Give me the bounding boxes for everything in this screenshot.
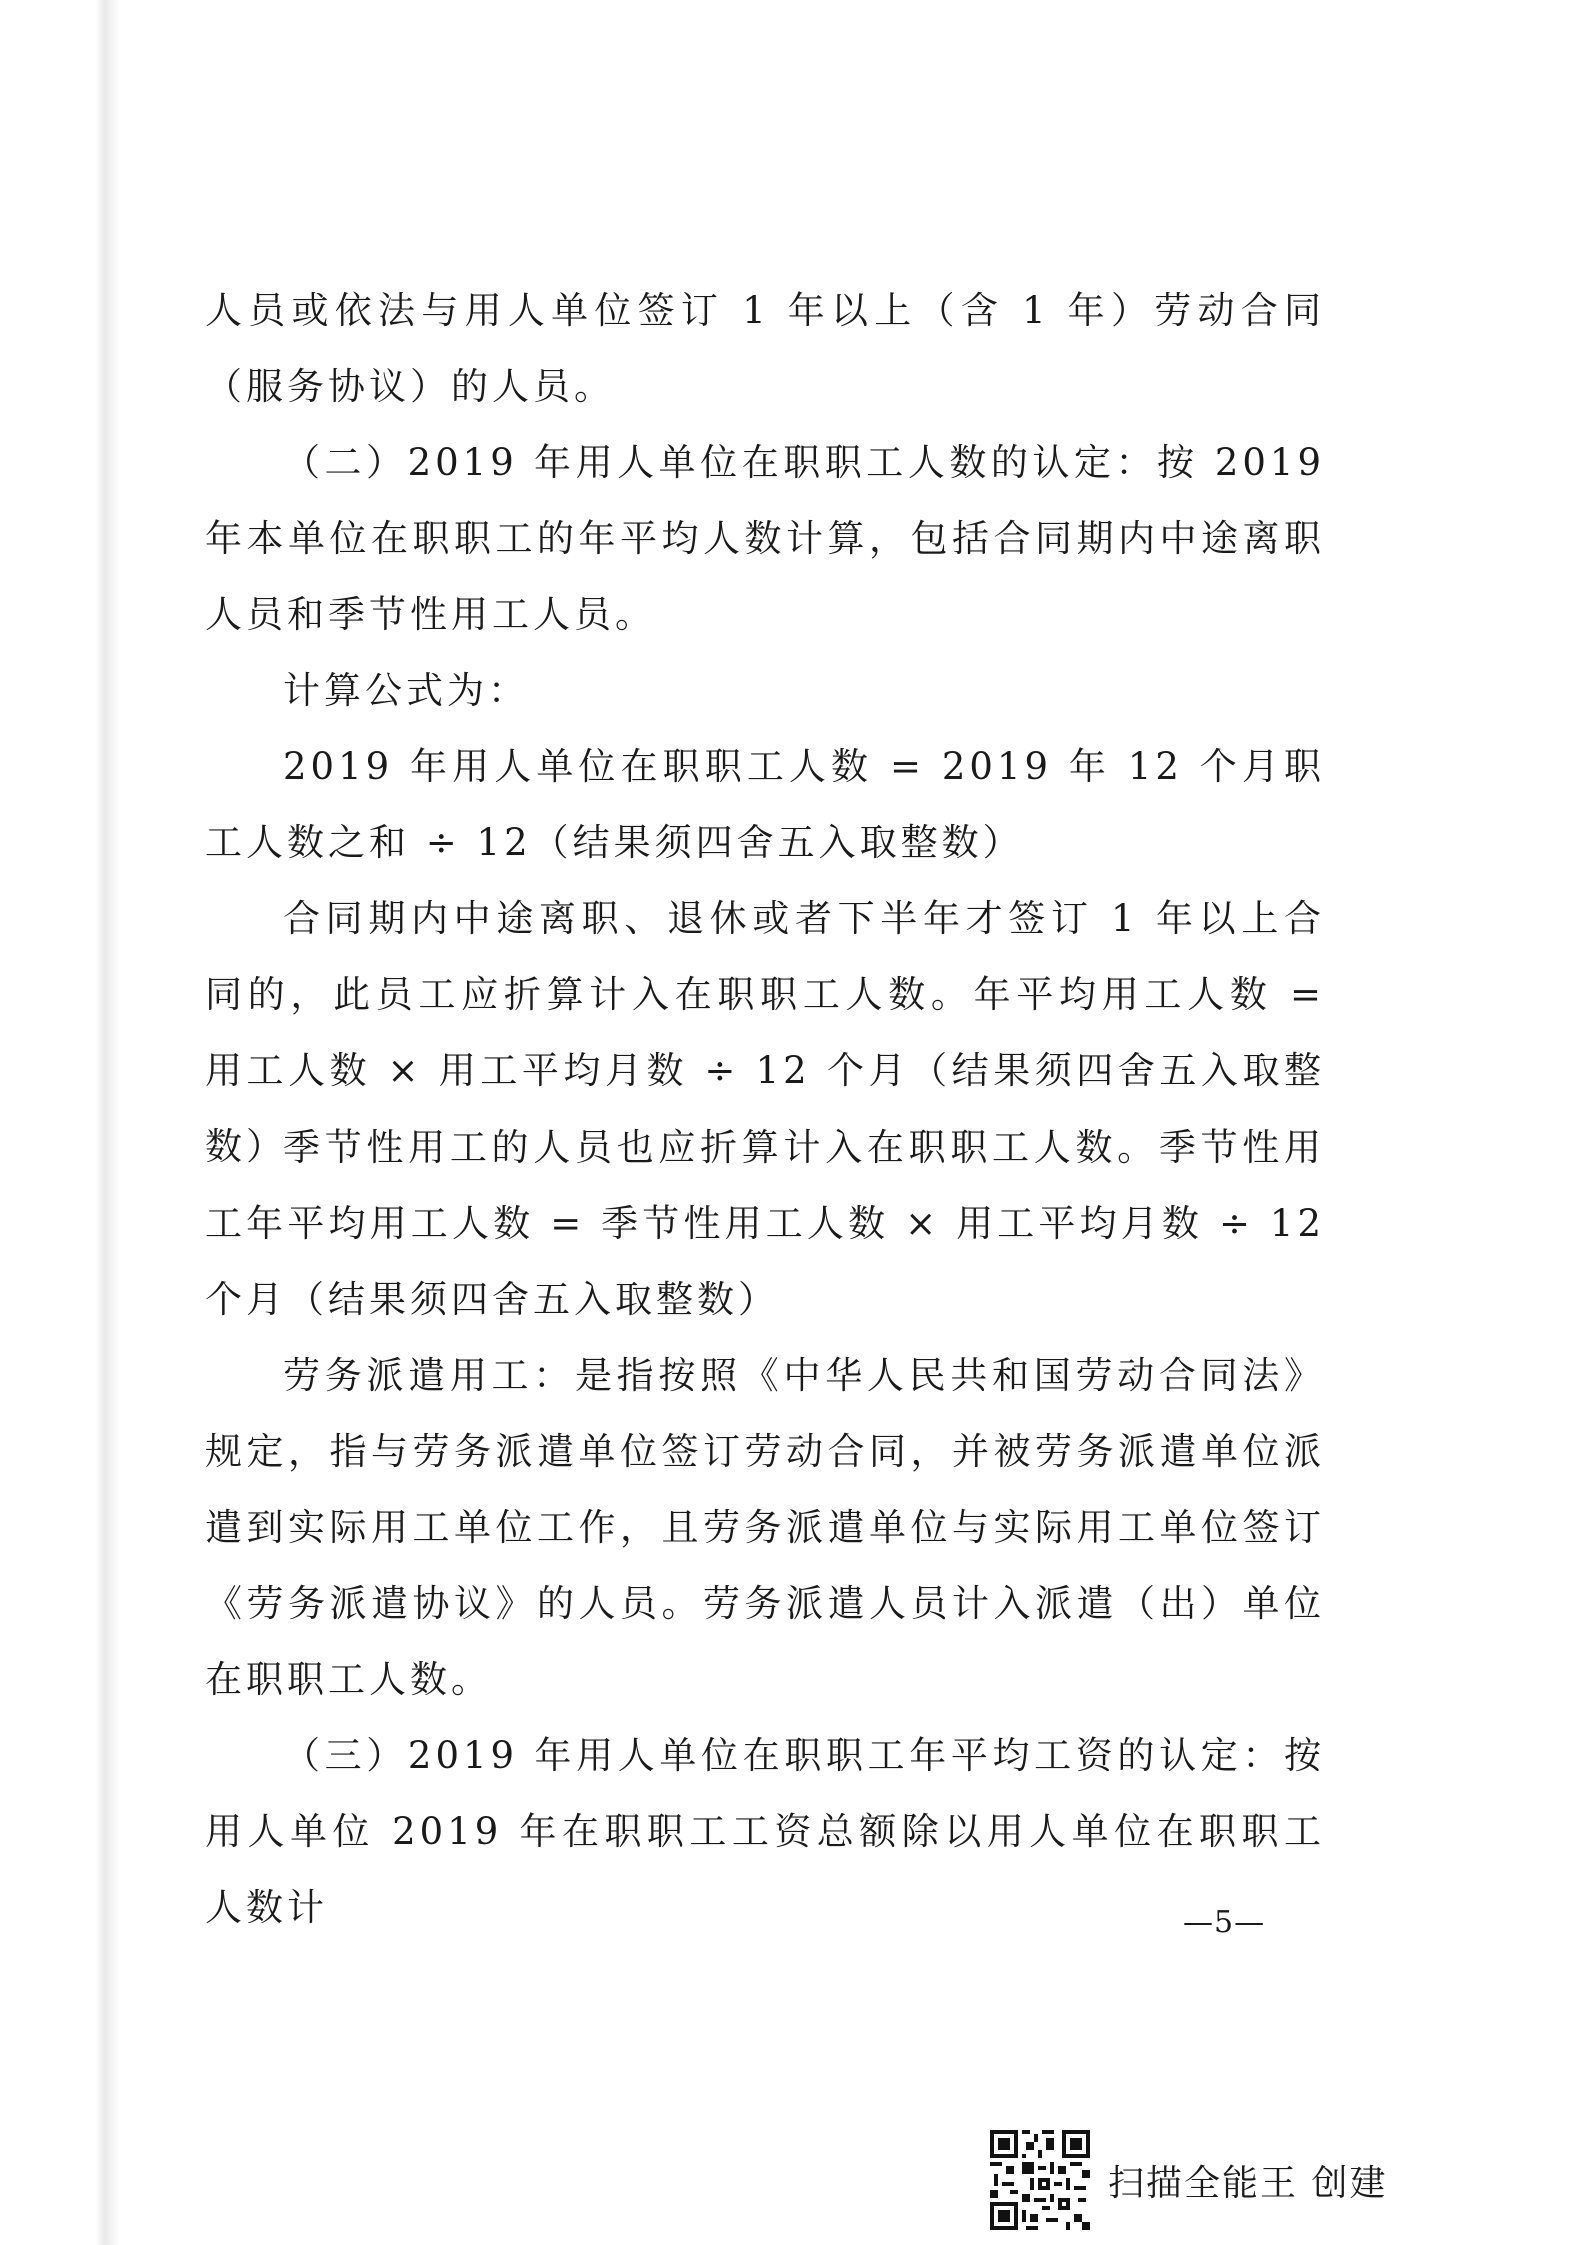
- paragraph-4: 2019 年用人单位在职职工人数 = 2019 年 12 个月职工人数之和 ÷ 12（结果须四舍五入取整数）: [205, 745, 1325, 864]
- paragraph-7: 劳务派遣用工：是指按照《中华人民共和国劳动合同法》规定，指与劳务派遣单位签订劳动合同，并被劳务派遣单位派遣到实际用工单位工作，且劳务派遣单位与实际用工单位签订《劳务派遣协议》的人员。劳务派遣人员计入派遣（出）单位在职职工人数。: [205, 1354, 1325, 1701]
- paragraph-8: （三）2019 年用人单位在职职工年平均工资的认定：按用人单位 2019 年在职职工工资总额除以用人单位在职职工人数计: [205, 1734, 1325, 1929]
- paragraph-5: 合同期内中途离职、退休或者下半年才签订 1 年以上合同的，此员工应折算计入在职职工人数。年平均用工人数 = 用工人数 × 用工平均月数 ÷ 12 个月（结果须四舍五入取整数）: [205, 897, 1325, 1168]
- page-number: —5—: [1183, 1905, 1266, 1940]
- qr-code-icon: [990, 2130, 1090, 2230]
- paragraph-6: 季节性用工的人员也应折算计入在职职工人数。季节性用工年平均用工人数 = 季节性用工人数 × 用工平均月数 ÷ 12 个月（结果须四舍五入取整数）: [205, 1126, 1325, 1321]
- scanner-watermark: [990, 2130, 1387, 2230]
- paragraph-1: 人员或依法与用人单位签订 1 年以上（含 1 年）劳动合同（服务协议）的人员。: [205, 289, 1325, 408]
- paragraph-2: （二）2019 年用人单位在职职工人数的认定：按 2019 年本单位在职职工的年平均人数计算，包括合同期内中途离职人员和季节性用工人员。: [205, 441, 1325, 636]
- paragraph-3: 计算公式为：: [283, 669, 529, 712]
- watermark-text: 扫描全能王 创建: [1108, 2162, 1388, 2204]
